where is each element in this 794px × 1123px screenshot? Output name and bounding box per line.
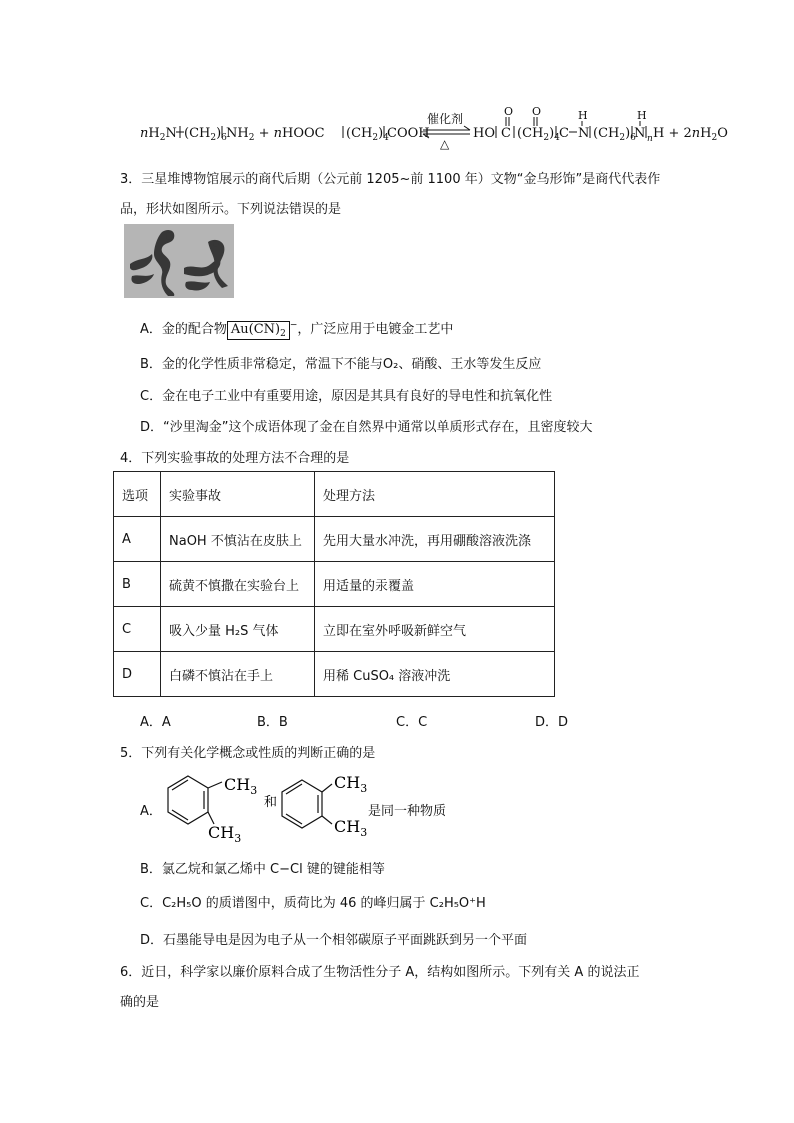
eq-cooh: COOH bbox=[387, 126, 430, 141]
eq-ch2-4: $(CH_2)_4$ bbox=[346, 126, 389, 143]
eq-rhs-ch2-4: $(CH_2)_4$ bbox=[517, 126, 560, 143]
catalyst-label: 催化剂 bbox=[427, 112, 464, 126]
reaction-equation bbox=[140, 104, 728, 151]
and-label: 和 bbox=[264, 795, 278, 810]
table-row bbox=[114, 607, 555, 652]
q3-option-b: B．金的化学性质非常稳定，常温下不能与O₂、硝酸、王水等发生反应 bbox=[140, 357, 542, 372]
q3-stem-line1: 3．三星堆博物馆展示的商代后期（公元前 1205~前 1100 年）文物“金乌形饰”是商代代表作 bbox=[120, 172, 661, 187]
table-header-cell: 实验事故 bbox=[161, 472, 315, 517]
table-cell: 用稀 CuSO₄ 溶液冲洗 bbox=[315, 652, 555, 697]
ch3-label: $CH_3$ bbox=[334, 773, 368, 795]
q5-option-b: B．氯乙烷和氯乙烯中 C−Cl 键的键能相等 bbox=[140, 862, 385, 877]
benzene-ring-2 bbox=[282, 780, 332, 828]
q3-option-a: A．金的配合物 $Au(CN)_2^-$，广泛应用于电镀金工艺中 bbox=[140, 320, 454, 339]
heat-symbol: △ bbox=[440, 137, 450, 151]
repeat-n: n bbox=[647, 134, 653, 144]
choice-c: C．C bbox=[396, 715, 428, 730]
eq-ho: HO bbox=[473, 126, 495, 141]
table-cell: D bbox=[114, 652, 161, 697]
eq-n-h2-text: $nH_2N$ bbox=[140, 126, 177, 143]
ch3-label: $CH_3$ bbox=[334, 817, 368, 839]
reaction-equation-svg bbox=[140, 104, 728, 151]
eq-ch2-6: $(CH_2)_6$ bbox=[184, 126, 227, 143]
table-cell: 立即在室外呼吸新鲜空气 bbox=[315, 607, 555, 652]
benzene-ring-1 bbox=[168, 776, 222, 824]
q6-stem-line2: 确的是 bbox=[120, 995, 160, 1010]
table-cell: C bbox=[114, 607, 161, 652]
carbonyl-o1: O bbox=[504, 105, 514, 118]
table-cell: NaOH 不慎沾在皮肤上 bbox=[161, 517, 315, 562]
q5-stem: 5．下列有关化学概念或性质的判断正确的是 bbox=[120, 746, 376, 761]
table-header-row bbox=[114, 472, 555, 517]
eq-nh2: $NH_2$ + nHOOC bbox=[226, 126, 325, 143]
choice-a: A．A bbox=[140, 715, 171, 730]
ch3-label: $CH_3$ bbox=[208, 823, 242, 845]
q4-stem: 4．下列实验事故的处理方法不合理的是 bbox=[120, 451, 350, 466]
table-cell: 用适量的汞覆盖 bbox=[315, 562, 555, 607]
accident-table bbox=[113, 471, 555, 697]
q3-option-c: C．金在电子工业中有重要用途，原因是其具有良好的导电性和抗氧化性 bbox=[140, 389, 553, 404]
eq-n2: N bbox=[634, 126, 646, 141]
q5-option-a-label: A． bbox=[140, 804, 162, 819]
eq-tail: $H + 2nH_2O$ bbox=[653, 126, 728, 143]
table-cell: A bbox=[114, 517, 161, 562]
choice-b: B．B bbox=[257, 715, 288, 730]
q6-stem-line1: 6．近日，科学家以廉价原料合成了生物活性分子 A，结构如图所示。下列有关 A 的说法正 bbox=[120, 965, 640, 980]
q5-option-d: D．石墨能导电是因为电子从一个相邻碳原子平面跳跃到另一个平面 bbox=[140, 933, 528, 948]
eq-rhs-ch2-6: $(CH_2)_6$ bbox=[593, 126, 636, 143]
table-row bbox=[114, 562, 555, 607]
table-header-cell: 处理方法 bbox=[315, 472, 555, 517]
q5-option-c: C．C₂H₅O 的质谱图中，质荷比为 46 的峰归属于 C₂H₅O⁺H bbox=[140, 896, 486, 911]
eq-c2: C bbox=[559, 126, 569, 141]
q5-option-a bbox=[140, 766, 580, 846]
artifact-svg bbox=[124, 224, 234, 298]
table-cell: B bbox=[114, 562, 161, 607]
eq-c1: C bbox=[501, 126, 511, 141]
table-cell: 硫黄不慎撒在实验台上 bbox=[161, 562, 315, 607]
table-cell: 吸入少量 H₂S 气体 bbox=[161, 607, 315, 652]
table-cell: 先用大量水冲洗，再用硼酸溶液洗涤 bbox=[315, 517, 555, 562]
ch3-label: $CH_3$ bbox=[224, 775, 258, 797]
complex-formula: $Au(CN)_2$ bbox=[227, 321, 290, 340]
carbonyl-o2: O bbox=[532, 105, 542, 118]
choice-d: D．D bbox=[535, 715, 569, 730]
table-row bbox=[114, 517, 555, 562]
amide-h1: H bbox=[578, 109, 588, 122]
q5-option-a-text: 是同一种物质 bbox=[368, 804, 447, 819]
eq-n1: N bbox=[578, 126, 590, 141]
table-cell: 白磷不慎沾在手上 bbox=[161, 652, 315, 697]
golden-bird-artifact-image bbox=[124, 224, 234, 298]
amide-h2: H bbox=[637, 109, 647, 122]
table-header-cell: 选项 bbox=[114, 472, 161, 517]
q3-stem-line2: 品，形状如图所示。下列说法错误的是 bbox=[120, 202, 342, 217]
q3-option-d: D．“沙里淘金”这个成语体现了金在自然界中通常以单质形式存在，且密度较大 bbox=[140, 420, 593, 435]
table-row bbox=[114, 652, 555, 697]
